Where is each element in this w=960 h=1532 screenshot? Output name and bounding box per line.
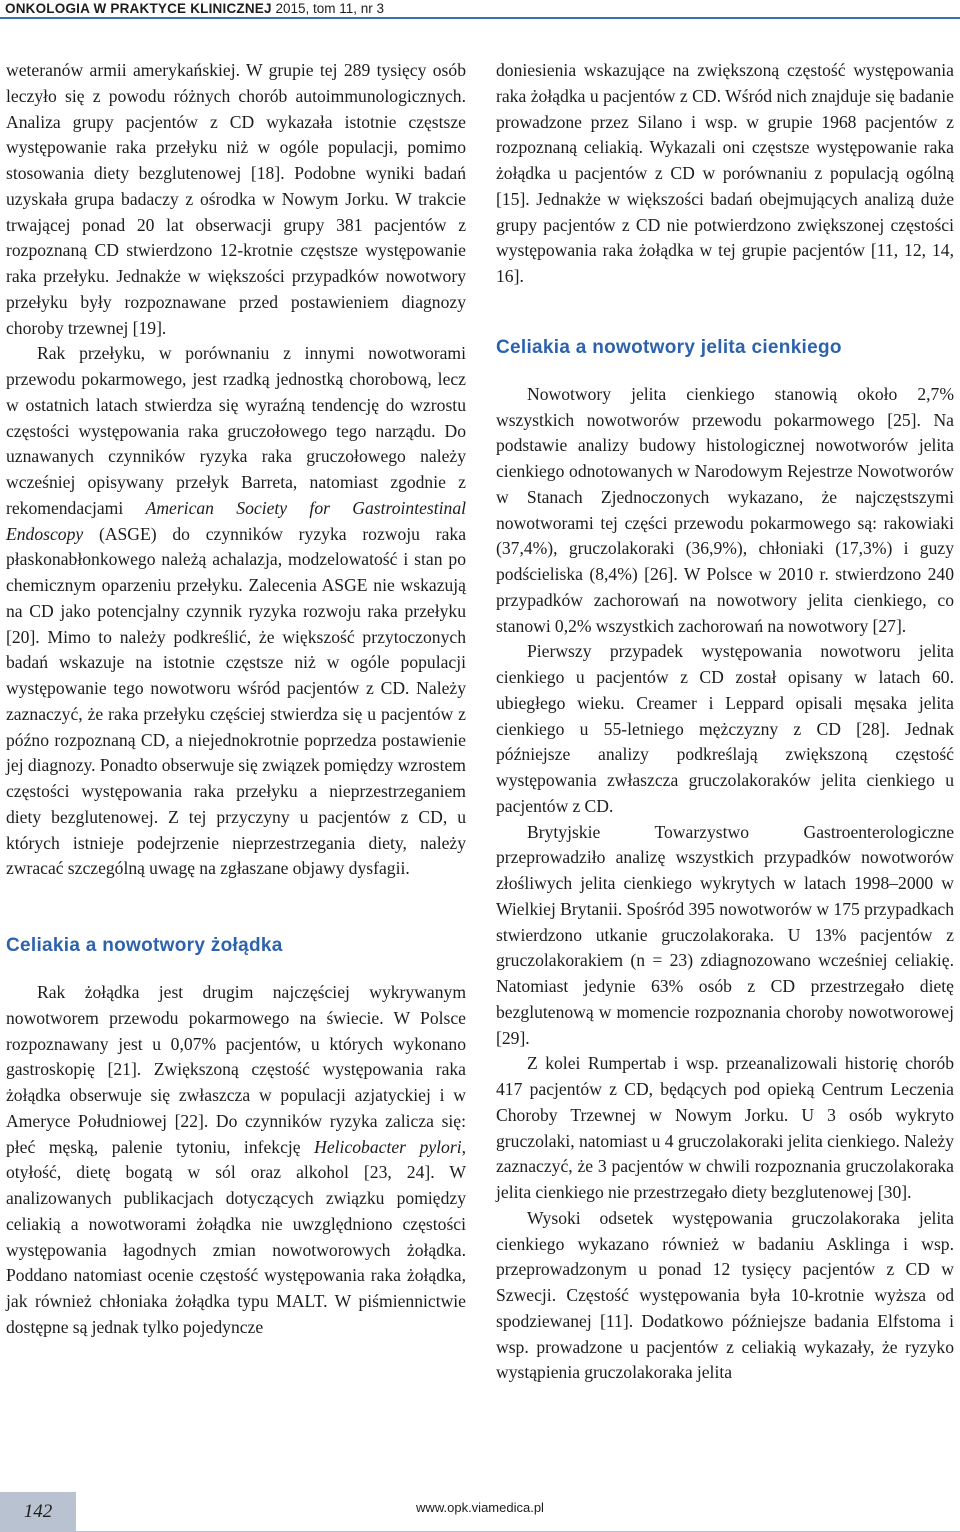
paragraph: Brytyjskie Towarzystwo Gastroenterologiczne przeprowadziło analizę wszystkich przypadków nowotworów złośliwych jelita cienkiego wykrytych w latach 1998–2000 w Wielkiej Brytanii. Spośród 395 nowotworów w 175 przypadkach stwierdzono utkanie gruczolakoraka. U 13% pacjentów z gruczolakorakiem (n = 23) zdiagnozowano wcześniej celiakię. Natomiast jedynie 63% osób z CD przestrzegało dietę bezglutenową w momencie rozpoznania choroby nowotworowej [29]. [496, 821, 954, 1048]
italic-run: American Society for Gastrointestinal Endoscopy [6, 497, 467, 544]
journal-title: ONKOLOGIA W PRAKTYCE KLINICZNEJ [5, 1, 272, 16]
right-column [496, 58, 954, 1386]
text-run: , otyłość, dietę bogatą w sól oraz alkohol [23, 24]. W analizowanych publikacjach dotyczących związku pomiędzy celiakią a nowotworami żołądka nie uwzględniono częstości występowania łagodnych zmian nowotworowych żołądka. Poddano natomiast ocenie częstość występowania raka żołądka, jak również chłoniaka żołądka typu MALT. W piśmiennictwie dostępne są jednak tylko pojedyncze [6, 1136, 466, 1337]
running-header [5, 0, 384, 17]
section-heading: Celiakia a nowotwory jelita cienkiego [496, 336, 842, 358]
left-column [6, 58, 466, 1341]
italic-run: Helicobacter pylori [314, 1136, 462, 1157]
paragraph: Z kolei Rumpertab i wsp. przeanalizowali historię chorób 417 pacjentów z CD, będących pod opieką Centrum Leczenia Choroby Trzewnej w Nowym Jorku. U 3 osób wykryto gruczolaki, natomiast u 4 gruczolakoraki jelita cienkiego. Należy zaznaczyć, że 3 pacjentów w chwili rozpoznania gruczolakoraka jelita cienkiego nie przestrzegało diety bezglutenowej [30]. [496, 1053, 954, 1202]
page-number: 142 [23, 1501, 53, 1522]
paragraph: Nowotwory jelita cienkiego stanowią około 2,7% wszystkich nowotworów przewodu pokarmowego [25]. Na podstawie analizy budowy histologicznej nowotworów jelita cienkiego odnotowanych w Narodowym Rejestrze Nowotworów w Stanach Zjednoczonych wykazano, że najczęstszymi nowotworami tej części przewodu pokarmowego są: rakowiaki (37,4%), gruczolakoraki (36,9%), chłoniaki (17,3%) i guzy podścieliska (8,4%) [26]. W Polsce w 2010 r. stwierdzono 240 przypadków zachorowań na nowotwory jelita cienkiego, co stanowi 0,2% wszystkich zachorowań na nowotwory [27]. [496, 383, 954, 636]
paragraph: Pierwszy przypadek występowania nowotworu jelita cienkiego u pacjentów z CD został opisany w latach 60. ubiegłego wieku. Creamer i Leppard opisali męsaka jelita cienkiego u 55-letniego mężczyzny z CD [28]. Jednak późniejsze analizy podkreślają zwiększoną częstość występowania zwłaszcza gruczolakoraków jelita cienkiego u pacjentów z CD. [496, 641, 954, 816]
header-rule [0, 17, 960, 19]
paragraph: doniesienia wskazujące na zwiększoną częstość występowania raka żołądka u pacjentów z CD. Wśród nich znajduje się badanie prowadzone przez Silano i wsp. w grupie 1968 pacjentów z rozpoznaną celiakią. Wykazali oni częstsze występowanie raka żołądka u pacjentów z CD w porównaniu z populacją ogólną [15]. Jednakże w większości badań obejmujących analizą duże grupy pacjentów z CD nie potwierdzono zwiększonej częstości występowania raka żołądka w tej grupie pacjentów [11, 12, 14, 16]. [496, 60, 954, 286]
issue-info: 2015, tom 11, nr 3 [271, 1, 385, 16]
paragraph [6, 980, 466, 1341]
text-run: (ASGE) do czynników ryzyka rozwoju raka płaskonabłonkowego należą achalazja, modzelowatość i stan po chemicznym oparzeniu przełyku. Zalecenia ASGE nie wskazują na CD jako potencjalny czynnik ryzyka rozwoju raka przełyku [20]. Mimo to należy podkreślić, że większość przytoczonych badań wskazuje na istotnie częstsze niż w ogóle populacji występowanie tego nowotworu wśród pacjentów z CD. Należy zaznaczyć, że raka przełyku częściej stwierdza się u pacjentów z późno rozpoznaną CD, a niejednokrotnie poprzedza postawienie jej diagnozy. Ponadto obserwuje się związek pomiędzy wzrostem częstości występowania raka przełyku a nieprzestrzeganiem diety bezglutenowej. Z tej przyczyny u pacjentów z CD, u których istnieje podejrzenie nieprzestrzegania diety, należy zwracać szczególną uwagę na zgłaszane objawy dysfagii. [6, 523, 466, 879]
footer-url: www.opk.viamedica.pl [416, 1500, 544, 1515]
paragraph: Wysoki odsetek występowania gruczolakoraka jelita cienkiego wykazano również w badaniu Asklinga i wsp. przeprowadzonym u ponad 12 tysięcy pacjentów z CD w Szwecji. Częstość występowania była 10-krotnie wyższa od spodziewanej [11]. Dodatkowo późniejsze badania Elfstoma i wsp. prowadzone u pacjentów z celiakią wykazały, że ryzyko wystąpienia gruczolakoraka jelita [496, 1207, 954, 1383]
section-heading: Celiakia a nowotwory żołądka [6, 935, 283, 956]
paragraph: weteranów armii amerykańskiej. W grupie tej 289 tysięcy osób leczyło się z powodu różnych chorób autoimmunologicznych. Analiza grupy pacjentów z CD wykazała istotnie częstsze występowanie raka przełyku niż w ogóle populacji, pomimo stosowania diety bezglutenowej [18]. Podobne wyniki badań uzyskała grupa badaczy z ośrodka w Nowym Jorku. W trakcie trwającej ponad 20 lat obserwacji grupy 381 pacjentów z rozpoznaną CD stwierdzono 12-krotnie częstsze występowanie raka przełyku. Jednakże w większości przypadków nowotwory przełyku były rozpoznawane przed postawieniem diagnozy choroby trzewnej [19]. [6, 60, 466, 338]
text-run: Rak żołądka jest drugim najczęściej wykrywanym nowotworem przewodu pokarmowego na świecie. W Polsce rozpoznawany jest u 0,07% pacjentów, u których wykonano gastroskopię [21]. Zwiększoną częstość występowania raka żołądka obserwuje się zwłaszcza w populacji azjatyckiej i w Ameryce Południowej [22]. Do czynników ryzyka zalicza się: płeć męską, palenie tytoniu, infekcję [6, 982, 466, 1157]
paragraph [6, 341, 466, 882]
page-footer [0, 1492, 960, 1532]
text-run: Rak przełyku, w porównaniu z innymi nowotworami przewodu pokarmowego, jest rzadką jednostką chorobową, lecz w ostatnich latach stwierdza się wyraźną tendencję do wzrostu częstości występowania raka gruczołowego tego narządu. Do uznawanych czynników ryzyka raka gruczołowego należy wcześniej opisywany przełyk Barreta, natomiast zgodnie z rekomendacjami [6, 343, 466, 518]
